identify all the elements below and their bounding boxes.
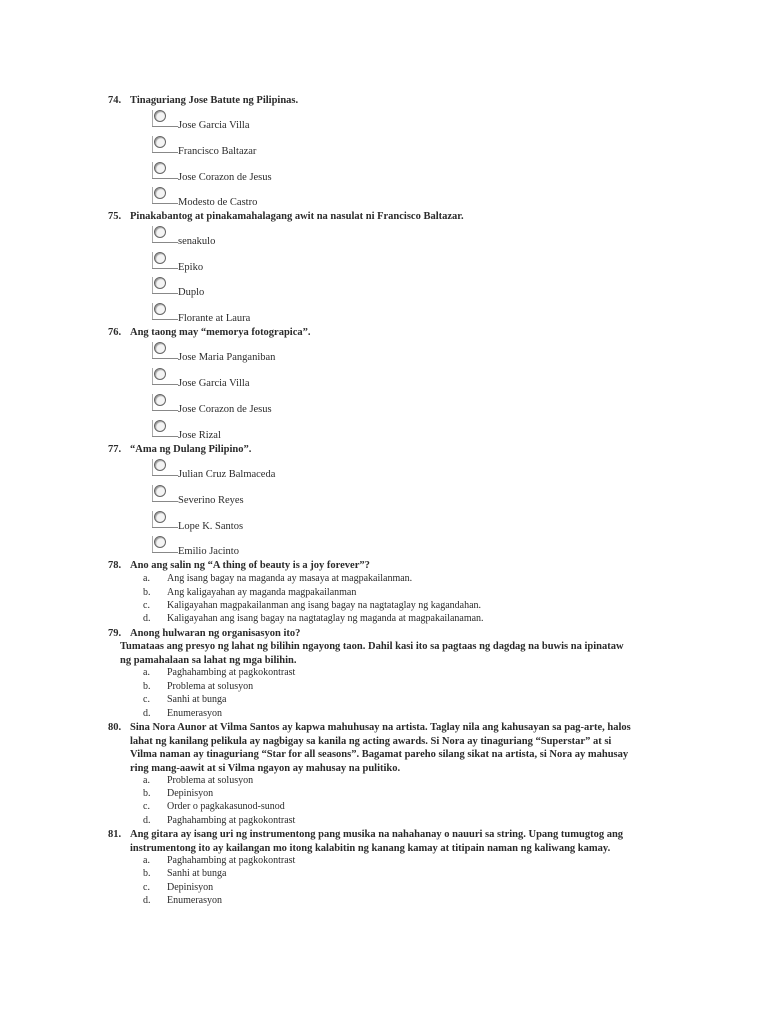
- choice-letter: b.: [143, 681, 151, 692]
- choice-text: Paghahambing at pagkokontrast: [167, 667, 296, 678]
- choice-letter: b.: [143, 868, 151, 879]
- option-label: Florante at Laura: [178, 313, 251, 324]
- choice-letter: c.: [143, 801, 150, 812]
- radio-circle-icon: [154, 162, 166, 174]
- option-label: Severino Reyes: [178, 495, 244, 506]
- choice-letter: c.: [143, 600, 150, 611]
- option-label: Epiko: [178, 262, 204, 273]
- choice-text: Depinisyon: [167, 788, 214, 799]
- question-text-line: lahat ng kanilang pelikula ay nagbigay sa kanila ng acting awards. Si Nora ay tinaguriang “Superstar” at si: [130, 736, 612, 747]
- radio-option-76c[interactable]: [152, 394, 178, 411]
- question-79: [108, 627, 300, 641]
- radio-circle-icon: [154, 420, 166, 432]
- choice-text: Enumerasyon: [167, 895, 222, 906]
- choice-text: Problema at solusyon: [167, 775, 254, 786]
- choice-text: Depinisyon: [167, 882, 214, 893]
- choice-text: Enumerasyon: [167, 708, 222, 719]
- question-text: Sina Nora Aunor at Vilma Santos ay kapwa mahuhusay na artista. Taglay nila ang kahusayan sa pag-arte, halos: [130, 722, 631, 733]
- choice-text: Paghahambing at pagkokontrast: [167, 815, 296, 826]
- radio-option-76b[interactable]: [152, 368, 178, 385]
- question-number: 77.: [108, 444, 122, 455]
- radio-circle-icon: [154, 536, 166, 548]
- radio-option-75b[interactable]: [152, 252, 178, 269]
- radio-option-76a[interactable]: [152, 342, 178, 359]
- radio-option-75c[interactable]: [152, 277, 178, 294]
- question-75: [108, 210, 464, 224]
- question-76: [108, 326, 311, 340]
- question-81: [108, 828, 623, 842]
- question-text: Ang taong may “memorya fotograpica”.: [130, 327, 311, 338]
- question-number: 76.: [108, 327, 122, 338]
- radio-option-74a[interactable]: [152, 110, 178, 127]
- option-label: Modesto de Castro: [178, 197, 258, 208]
- radio-option-77a[interactable]: [152, 459, 178, 476]
- question-number: 78.: [108, 560, 122, 571]
- radio-circle-icon: [154, 226, 166, 238]
- choice-letter: c.: [143, 882, 150, 893]
- radio-circle-icon: [154, 342, 166, 354]
- option-label: Emilio Jacinto: [178, 546, 239, 557]
- choice-letter: a.: [143, 667, 150, 678]
- question-text-line: Vilma naman ay tinaguriang “Star for all seasons”. Bagamat pareho silang sikat na artista, si Nora ay mahusay: [130, 749, 629, 760]
- option-label: Lope K. Santos: [178, 521, 244, 532]
- radio-option-77c[interactable]: [152, 511, 178, 528]
- option-label: senakulo: [178, 236, 216, 247]
- option-label: Jose Rizal: [178, 430, 221, 441]
- radio-option-77d[interactable]: [152, 536, 178, 553]
- choice-text: Order o pagkakasunod-sunod: [167, 801, 285, 812]
- radio-option-77b[interactable]: [152, 485, 178, 502]
- radio-circle-icon: [154, 277, 166, 289]
- radio-circle-icon: [154, 110, 166, 122]
- choice-text: Problema at solusyon: [167, 681, 254, 692]
- question-74: [108, 94, 298, 108]
- choice-letter: d.: [143, 815, 151, 826]
- choice-letter: b.: [143, 788, 151, 799]
- choice-letter: b.: [143, 587, 151, 598]
- question-text-line: ring mang-aawit at si Vilma ngayon ay mahusay na pulitiko.: [130, 763, 401, 774]
- passage-line: Tumataas ang presyo ng lahat ng bilihin ngayong taon. Dahil kasi ito sa pagtaas ng dagdag na buwis na ipinataw: [120, 641, 624, 652]
- choice-letter: d.: [143, 895, 151, 906]
- choice-text: Ang kaligayahan ay maganda magpakailanman: [167, 587, 357, 598]
- question-78: [108, 559, 370, 573]
- question-text: Anong hulwaran ng organisasyon ito?: [130, 628, 301, 639]
- option-label: Jose Corazon de Jesus: [178, 172, 272, 183]
- option-label: Jose Corazon de Jesus: [178, 404, 272, 415]
- choice-letter: c.: [143, 694, 150, 705]
- question-80: [108, 721, 631, 735]
- option-label: Jose Maria Panganiban: [178, 352, 276, 363]
- radio-option-75d[interactable]: [152, 303, 178, 320]
- question-text: Pinakabantog at pinakamahalagang awit na nasulat ni Francisco Baltazar.: [130, 211, 464, 222]
- option-label: Francisco Baltazar: [178, 146, 257, 157]
- passage-line: ng pamahalaan sa lahat ng mga bilihin.: [120, 655, 297, 666]
- radio-option-74d[interactable]: [152, 187, 178, 204]
- choice-letter: a.: [143, 855, 150, 866]
- radio-circle-icon: [154, 252, 166, 264]
- choice-text: Kaligayahan magpakailanman ang isang bagay na nagtataglay ng kagandahan.: [167, 600, 482, 611]
- question-text: Tinaguriang Jose Batute ng Pilipinas.: [130, 95, 299, 106]
- radio-circle-icon: [154, 459, 166, 471]
- radio-circle-icon: [154, 511, 166, 523]
- choice-letter: d.: [143, 708, 151, 719]
- question-number: 81.: [108, 829, 122, 840]
- radio-circle-icon: [154, 394, 166, 406]
- radio-circle-icon: [154, 485, 166, 497]
- choice-text: Sanhi at bunga: [167, 868, 227, 879]
- radio-option-74b[interactable]: [152, 136, 178, 153]
- question-number: 79.: [108, 628, 122, 639]
- choice-text: Paghahambing at pagkokontrast: [167, 855, 296, 866]
- radio-circle-icon: [154, 187, 166, 199]
- question-text: Ang gitara ay isang uri ng instrumentong pang musika na nahahanay o nauuri sa string. Upang tumugtog ang: [130, 829, 624, 840]
- question-text: Ano ang salin ng “A thing of beauty is a joy forever”?: [130, 560, 370, 571]
- radio-option-74c[interactable]: [152, 162, 178, 179]
- radio-circle-icon: [154, 136, 166, 148]
- choice-letter: d.: [143, 613, 151, 624]
- question-77: [108, 443, 251, 457]
- option-label: Jose Garcia Villa: [178, 378, 250, 389]
- radio-option-75a[interactable]: [152, 226, 178, 243]
- choice-text: Sanhi at bunga: [167, 694, 227, 705]
- question-number: 75.: [108, 211, 122, 222]
- question-number: 80.: [108, 722, 122, 733]
- radio-circle-icon: [154, 303, 166, 315]
- radio-circle-icon: [154, 368, 166, 380]
- choice-text: Ang isang bagay na maganda ay masaya at magpakailanman.: [167, 573, 413, 584]
- radio-option-76d[interactable]: [152, 420, 178, 437]
- option-label: Jose Garcia Villa: [178, 120, 250, 131]
- question-number: 74.: [108, 95, 122, 106]
- choice-letter: a.: [143, 573, 150, 584]
- option-label: Julian Cruz Balmaceda: [178, 469, 276, 480]
- question-text: “Ama ng Dulang Pilipino”.: [130, 444, 252, 455]
- question-text-line: instrumentong ito ay kailangan mo itong kalabitin ng kanang kamay at titipain naman ng kaliwang kamay.: [130, 843, 611, 854]
- option-label: Duplo: [178, 287, 205, 298]
- choice-text: Kaligayahan ang isang bagay na nagtataglay ng maganda at magpakailanaman.: [167, 613, 484, 624]
- choice-letter: a.: [143, 775, 150, 786]
